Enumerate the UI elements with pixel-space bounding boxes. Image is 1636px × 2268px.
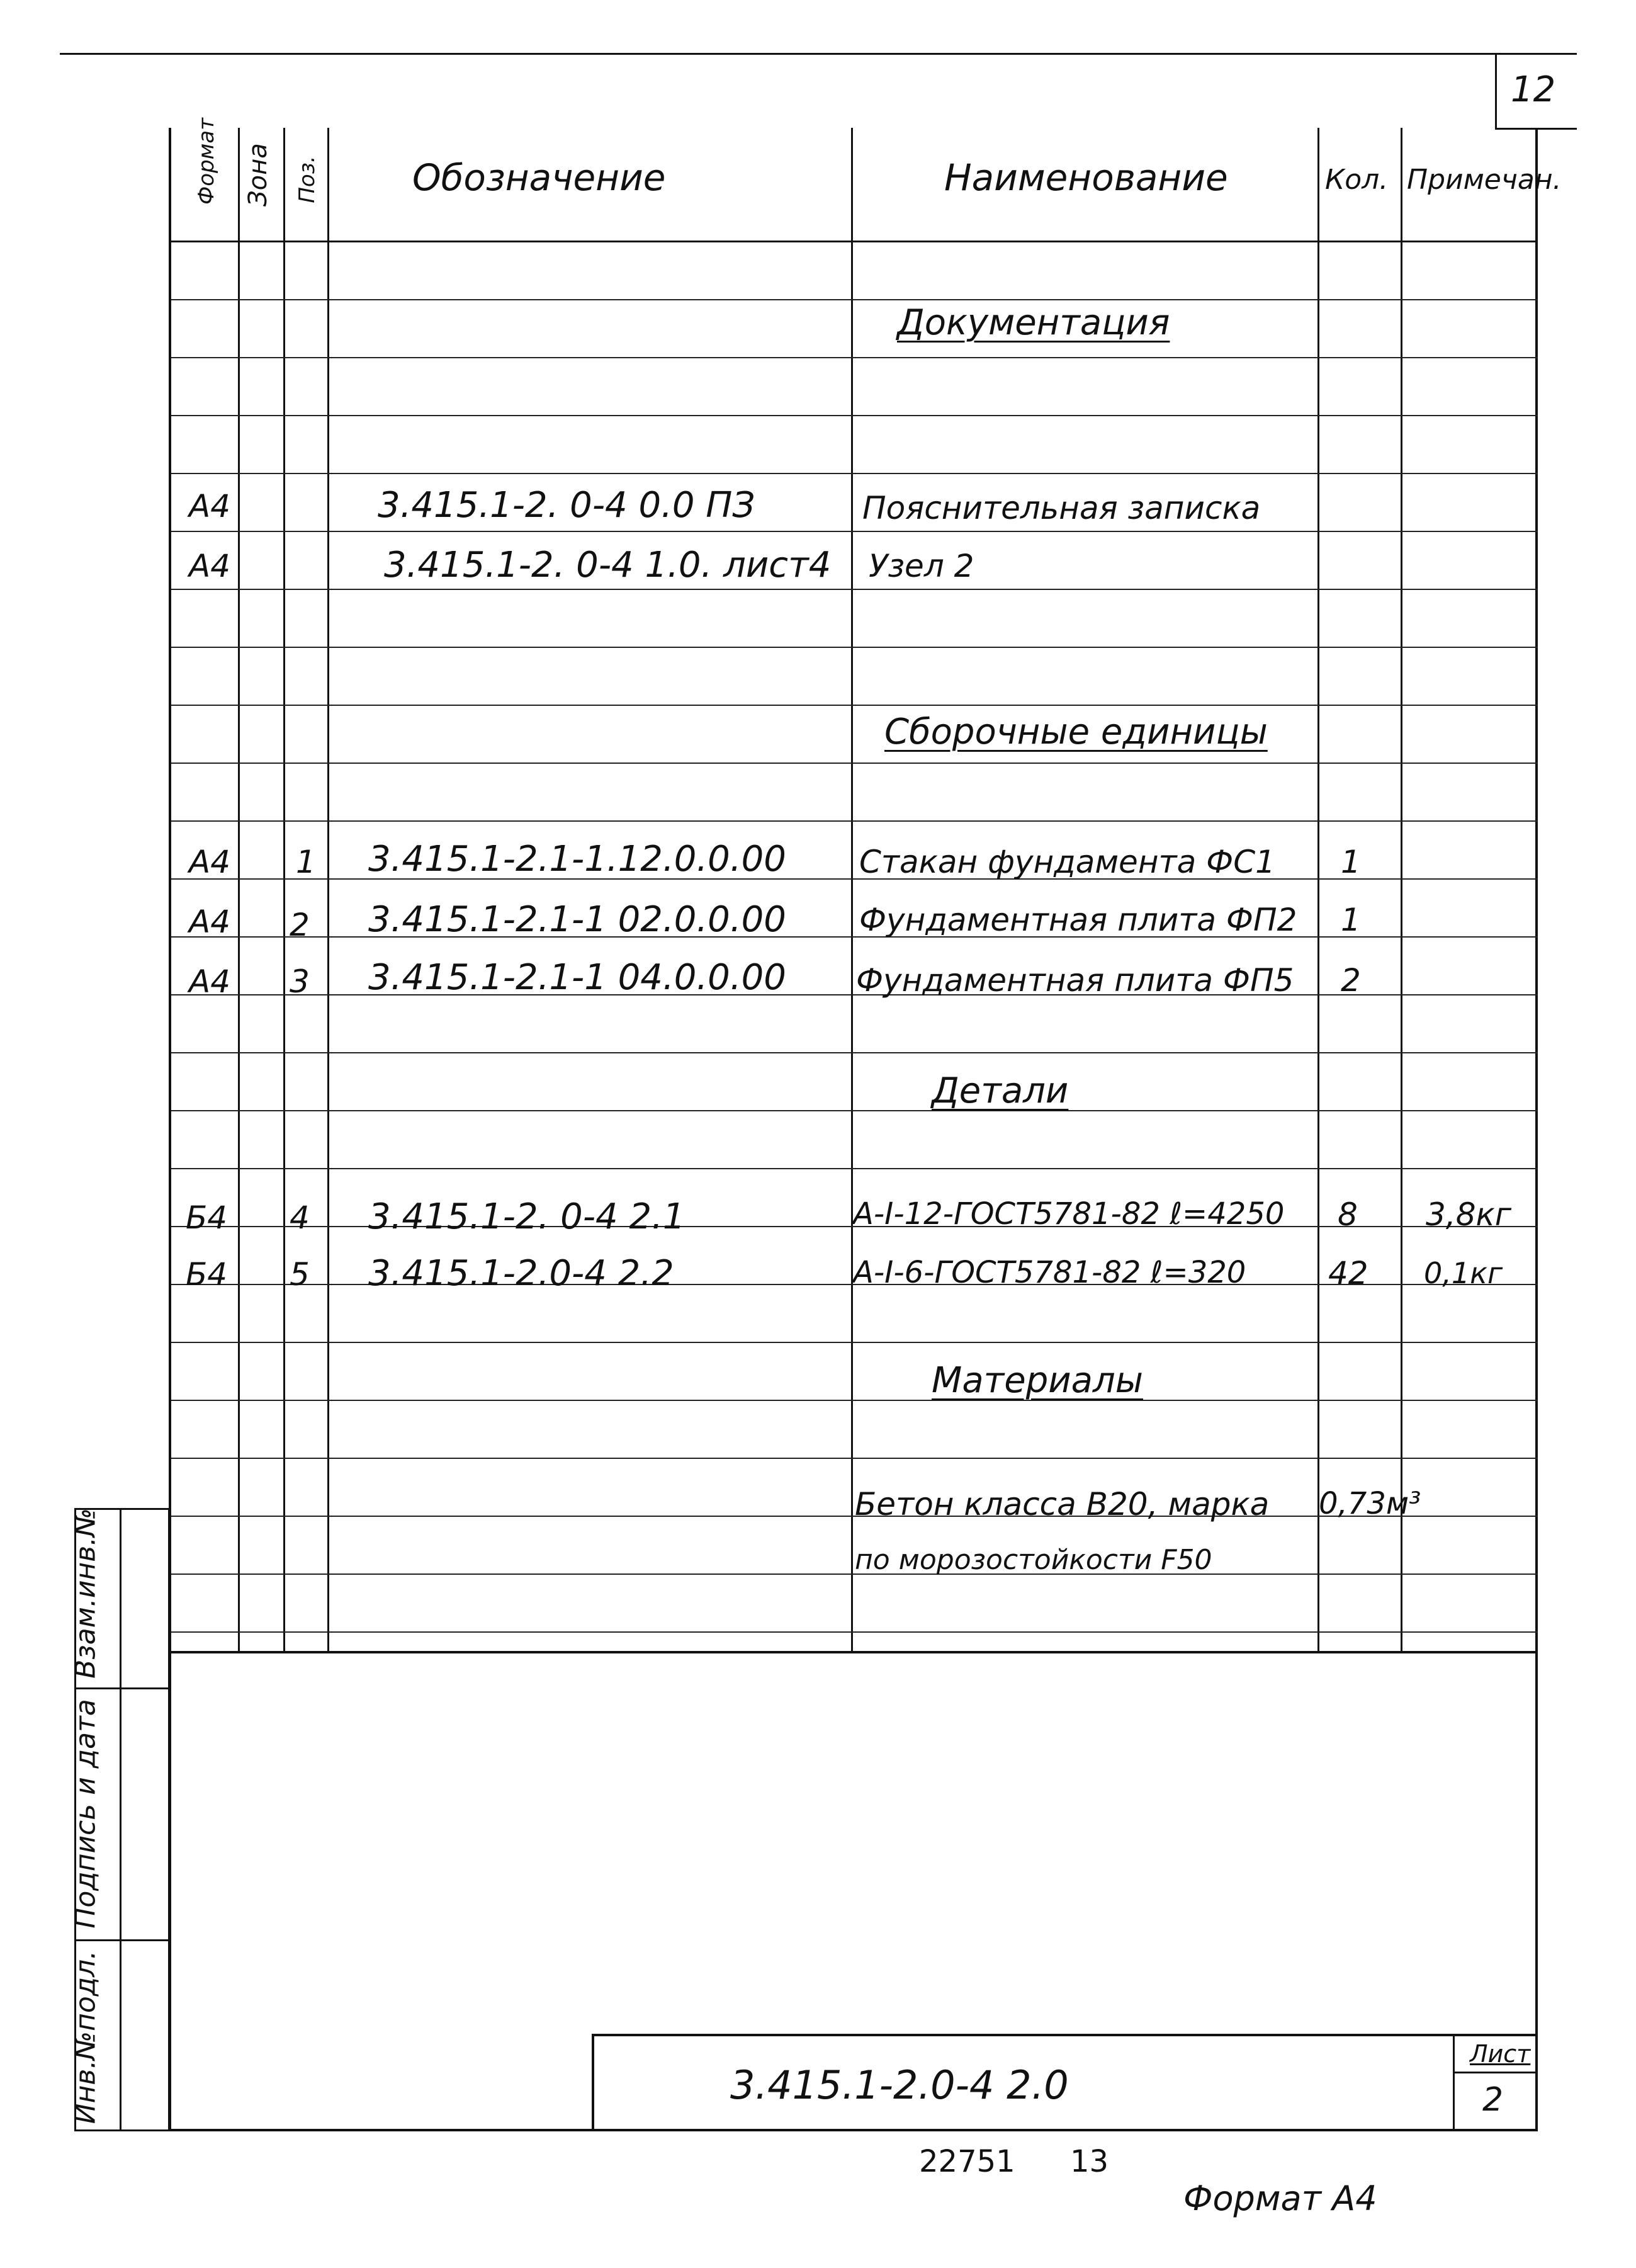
- part-row-1-format: Б4: [186, 1199, 228, 1236]
- part-row-1-qty: 8: [1338, 1196, 1358, 1233]
- asm-row-1-designation: 3.415.1-2.1-1.12.0.0.00: [368, 839, 786, 880]
- footer-format: Формат А4: [1183, 2179, 1377, 2218]
- material-qty: 0,73м³: [1319, 1486, 1421, 1521]
- stamp-inv-podl: Инв.№подл.: [69, 1950, 102, 2124]
- footer-inventory: 22751: [919, 2144, 1015, 2179]
- material-line-1: Бетон класса В20, марка: [855, 1486, 1270, 1522]
- header-designation: Обозначение: [412, 156, 666, 199]
- main-frame: [169, 118, 1538, 2131]
- asm-row-2-pos: 2: [290, 907, 310, 943]
- stamp-vzam-inv: Взам.инв.№: [69, 1508, 102, 1679]
- asm-row-2-format: А4: [189, 904, 231, 940]
- asm-row-3-pos: 3: [290, 963, 310, 1000]
- row-rule: [171, 1342, 1538, 1343]
- row-rule: [171, 820, 1538, 822]
- row-rule: [171, 1168, 1538, 1169]
- part-row-1-name: А-I-12-ГОСТ5781-82 ℓ=4250: [853, 1196, 1285, 1232]
- row-rule: [171, 647, 1538, 648]
- header-bottom-rule: [169, 241, 1538, 242]
- asm-row-3-qty: 2: [1341, 962, 1361, 999]
- title-block-code: 3.415.1-2.0-4 2.0: [730, 2062, 1069, 2108]
- title-block-sheet-no: 2: [1482, 2081, 1504, 2119]
- doc-row-1-name: Пояснительная записка: [862, 490, 1261, 526]
- part-row-2-format: Б4: [186, 1256, 228, 1293]
- asm-row-1-pos: 1: [296, 844, 316, 880]
- title-block-sheet-label: Лист: [1470, 2040, 1531, 2068]
- part-row-2-note: 0,1кг: [1424, 1256, 1503, 1290]
- asm-row-2-qty: 1: [1341, 902, 1361, 938]
- header-format: Формат: [194, 118, 219, 205]
- side-stamp-rule-1: [74, 1687, 170, 1689]
- row-rule: [171, 357, 1538, 358]
- doc-row-2-format: А4: [189, 548, 231, 584]
- header-pos: Поз.: [295, 156, 320, 203]
- asm-row-2-name: Фундаментная плита ФП2: [859, 902, 1297, 938]
- section-materials: Материалы: [932, 1360, 1143, 1401]
- page-number: 12: [1511, 69, 1556, 110]
- doc-row-1-format: А4: [189, 488, 231, 524]
- row-rule: [171, 1110, 1538, 1111]
- asm-row-1-format: А4: [189, 844, 231, 880]
- header-zone: Зона: [244, 143, 273, 207]
- table-bottom-rule: [169, 1651, 1538, 1653]
- side-stamp-divider: [120, 1508, 121, 2131]
- doc-row-1-designation: 3.415.1-2. 0-4 0.0 ПЗ: [378, 485, 755, 526]
- asm-row-1-qty: 1: [1341, 844, 1361, 880]
- header-note: Примечан.: [1407, 164, 1562, 196]
- row-rule: [171, 1052, 1538, 1053]
- title-block-sheet-rule: [1453, 2072, 1538, 2073]
- part-row-2-qty: 42: [1328, 1255, 1368, 1291]
- footer-inventory-sheet: 13: [1070, 2144, 1109, 2179]
- row-rule: [171, 299, 1538, 300]
- stamp-sign-date: Подпись и дата: [69, 1699, 102, 1929]
- row-rule: [171, 1631, 1538, 1633]
- header-name: Наименование: [944, 156, 1228, 199]
- row-rule: [171, 531, 1538, 532]
- top-rule: [60, 53, 1577, 55]
- asm-row-3-format: А4: [189, 963, 231, 1000]
- doc-row-2-name: Узел 2: [869, 548, 974, 584]
- doc-row-2-designation: 3.415.1-2. 0-4 1.0. лист4: [384, 545, 832, 586]
- row-rule: [171, 473, 1538, 474]
- section-parts: Детали: [932, 1070, 1069, 1111]
- part-row-2-designation: 3.415.1-2.0-4 2.2: [368, 1253, 674, 1294]
- row-rule: [171, 415, 1538, 416]
- section-assemblies: Сборочные единицы: [884, 712, 1268, 752]
- part-row-1-designation: 3.415.1-2. 0-4 2.1: [368, 1196, 685, 1237]
- asm-row-1-name: Стакан фундамента ФС1: [859, 844, 1275, 880]
- row-rule: [171, 1400, 1538, 1401]
- part-row-2-pos: 5: [290, 1256, 310, 1293]
- row-rule: [171, 705, 1538, 706]
- row-rule: [171, 763, 1538, 764]
- part-row-2-name: А-I-6-ГОСТ5781-82 ℓ=320: [853, 1255, 1246, 1290]
- header-qty: Кол.: [1325, 164, 1389, 196]
- section-documentation: Документация: [897, 302, 1170, 343]
- material-line-2: по морозостойкости F50: [855, 1544, 1212, 1576]
- row-rule: [171, 589, 1538, 590]
- part-row-1-note: 3,8кг: [1426, 1196, 1511, 1233]
- page-number-box-left: [1495, 55, 1497, 129]
- asm-row-3-designation: 3.415.1-2.1-1 04.0.0.00: [368, 957, 786, 998]
- part-row-1-pos: 4: [290, 1199, 310, 1236]
- asm-row-3-name: Фундаментная плита ФП5: [856, 962, 1294, 999]
- asm-row-2-designation: 3.415.1-2.1-1 02.0.0.00: [368, 899, 786, 940]
- side-stamp-rule-2: [74, 1939, 170, 1941]
- title-block-sheet-divider: [1453, 2034, 1455, 2131]
- row-rule: [171, 1458, 1538, 1459]
